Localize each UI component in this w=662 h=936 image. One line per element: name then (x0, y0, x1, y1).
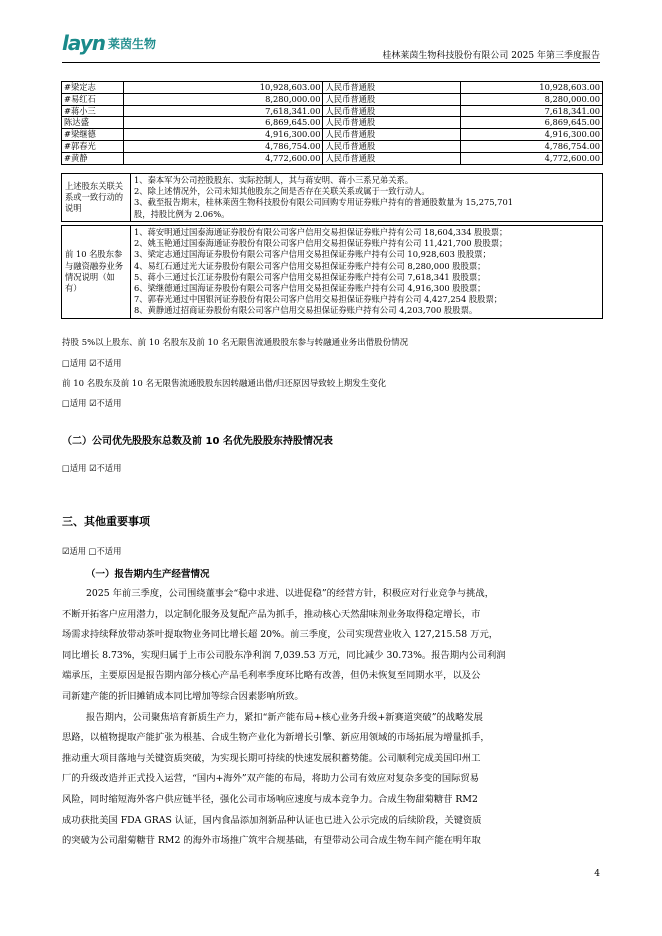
shares-held-cell: 4,772,600.00 (123, 152, 323, 164)
note-line: 1、蒋安明通过国泰海通证券股份有限公司客户信用交易担保证券账户持有公司 18,604,334 股股票； (134, 227, 508, 237)
other-matters-heading: 三、其他重要事项 (62, 515, 150, 528)
share-type-cell: 人民币普通股 (323, 152, 461, 164)
share-type-cell: 人民币普通股 (323, 140, 461, 152)
shares-held-cell: 8,280,000.00 (123, 93, 323, 105)
report-header-title: 桂林莱茵生物科技股份有限公司 2025 年第三季度报告 (382, 51, 600, 61)
share-type-quantity-cell: 6,869,645.00 (461, 117, 603, 129)
applicability-checkbox[interactable]: ☑适用 □不适用 (62, 546, 122, 556)
company-logo (62, 30, 156, 56)
share-type-quantity-cell: 4,786,754.00 (461, 140, 603, 152)
body-line: 同比增长 8.73%，实现归属于上市公司股东净利润 7,039.53 万元，同比减少 30.73%。报告期内公司利润 (62, 649, 506, 661)
margin-note-label: 前 10 名股东参与融资融券业务情况说明（如有） (62, 226, 131, 319)
note-line: 股，持股比例为 2.06%。 (134, 208, 230, 219)
shareholder-name-cell: #蒋小三 (62, 105, 124, 117)
related-note-content (131, 174, 603, 222)
table-row (62, 129, 603, 141)
share-type-quantity-cell: 4,772,600.00 (461, 152, 603, 164)
share-type-quantity-cell: 8,280,000.00 (461, 93, 603, 105)
body-line: 不断开拓客户应用潜力，以定制化服务及复配产品为抓手，推动核心天然甜味剂业务取得稳定增长，市 (62, 608, 481, 620)
table-row (62, 140, 603, 152)
shareholder-name-cell: 陈达盛 (62, 117, 124, 129)
shareholder-name-cell: #梁定志 (62, 82, 124, 94)
related-note-label: 上述股东关联关系或一致行动的说明 (62, 174, 131, 222)
shares-held-cell: 7,618,341.00 (123, 105, 323, 117)
body-line: 场需求持续释放带动茶叶提取物业务同比增长超 20%。前三季度，公司实现营业收入 127,215.58 万元， (62, 629, 499, 641)
shareholder-name-cell: #黄静 (62, 152, 124, 164)
note-line: 3、截至报告期末，桂林莱茵生物科技股份有限公司回购专用证券账户持有的普通股数量为 15,275,701 (134, 197, 514, 208)
header-divider (62, 62, 600, 63)
lending-change-statement: 前 10 名股东及前 10 名无限售流通股股东因转融通出借/归还原因导致较上期发生变化 (62, 379, 387, 389)
share-type-cell: 人民币普通股 (323, 117, 461, 129)
securities-lending-statement: 持股 5%以上股东、前 10 名股东及前 10 名无限售流通股股东参与转融通业务出借股份情况 (62, 338, 409, 348)
body-line: 思路，以植物提取产能扩张为根基、合成生物产业化为新增长引擎、新应用领域的市场拓展为增量抓手， (62, 732, 490, 744)
shares-held-cell: 4,786,754.00 (123, 140, 323, 152)
note-line: 7、郭春光通过中国银河证券股份有限公司客户信用交易担保证券账户持有公司 4,427,254 股股票； (134, 294, 503, 305)
body-line: 成功获批美国 FDA GRAS 认证，国内食品添加剂新品种认证也已进入公示完成的后续阶段，关键资质 (62, 814, 482, 826)
shares-held-cell: 6,869,645.00 (123, 117, 323, 129)
operations-body (62, 584, 602, 852)
note-line: 6、梁继德通过国海证券股份有限公司客户信用交易担保证券账户持有公司 4,916,300 股股票； (134, 283, 486, 294)
body-line: 报告期内，公司聚焦培育新质生产力，紧扣“新产能布局+核心业务升级+新赛道突破”的战略发展 (86, 711, 483, 723)
share-type-cell: 人民币普通股 (323, 105, 461, 117)
table-row (62, 105, 603, 117)
share-type-cell: 人民币普通股 (323, 82, 461, 94)
margin-trading-note-table (61, 225, 603, 319)
note-line: 4、易红石通过光大证券股份有限公司客户信用交易担保证券账户持有公司 8,280,000 股股票； (134, 260, 486, 271)
shareholder-table (61, 81, 603, 165)
note-line: 1、秦本军为公司控股股东、实际控制人，其与蒋安明、蒋小三系兄弟关系。 (134, 175, 414, 185)
note-line: 2、除上述情况外，公司未知其他股东之间是否存在关联关系或属于一致行动人。 (134, 186, 430, 197)
body-line: 2025 年前三季度，公司围绕董事会“稳中求进、以进促稳”的经营方针，积极应对行业竞争与挑战， (86, 588, 494, 599)
table-row (62, 117, 603, 129)
share-type-cell: 人民币普通股 (323, 93, 461, 105)
table-row (62, 93, 603, 105)
operations-subheading: （一）报告期内生产经营情况 (86, 569, 210, 580)
share-type-quantity-cell: 7,618,341.00 (461, 105, 603, 117)
table-row (62, 82, 603, 94)
logo-mark: layn (62, 31, 106, 55)
shareholder-name-cell: #郭春光 (62, 140, 124, 152)
shareholder-name-cell: #易红石 (62, 93, 124, 105)
body-line: 端承压，主要原因是报告期内部分核心产品毛利率季度环比略有改善，但仍未恢复至同期水平，以及公 (62, 670, 481, 682)
applicability-checkbox[interactable]: □适用 ☑不适用 (62, 398, 122, 408)
margin-note-content (131, 226, 603, 319)
note-line: 3、梁定志通过国海证券股份有限公司客户信用交易担保证券账户持有公司 10,928,603 股股票； (134, 249, 491, 260)
note-line: 8、黄静通过招商证券股份有限公司客户信用交易担保证券账户持有公司 4,203,700 股股票。 (134, 305, 478, 316)
shares-held-cell: 4,916,300.00 (123, 129, 323, 141)
shareholder-name-cell: #梁继德 (62, 129, 124, 141)
body-line: 厂的升级改造并正式投入运营，“国内+海外”双产能的布局，将助力公司有效应对复杂多变的国际贸易 (62, 773, 480, 785)
related-parties-note-table (61, 173, 603, 222)
body-line: 风险，同时缩短海外客户供应链半径，强化公司市场响应速度与成本竞争力。合成生物甜菊糖苷 RM2 (62, 793, 478, 805)
body-line: 的突破为公司甜菊糖苷 RM2 的海外市场推广筑牢合规基础，有望带动公司合成生物车间产能在明年取 (62, 835, 481, 847)
body-line: 推动重大项目落地与关键资质突破，为实现长期可持续的快速发展积蓄势能。公司顺利完成美国印州工 (62, 752, 481, 764)
note-line: 2、姚玉艳通过国泰海通证券股份有限公司客户信用交易担保证券账户持有公司 11,421,700 股股票； (134, 238, 508, 249)
share-type-quantity-cell: 10,928,603.00 (461, 82, 603, 94)
page-number: 4 (594, 869, 600, 879)
preferred-shareholders-heading: （二）公司优先股股东总数及前 10 名优先股股东持股情况表 (62, 436, 333, 447)
logo-chinese-name: 莱茵生物 (108, 36, 157, 51)
shares-held-cell: 10,928,603.00 (123, 82, 323, 94)
applicability-checkbox[interactable]: □适用 ☑不适用 (62, 463, 122, 473)
note-line: 5、蒋小三通过长江证券股份有限公司客户信用交易担保证券账户持有公司 7,618,341 股股票； (134, 271, 486, 282)
table-row (62, 152, 603, 164)
share-type-quantity-cell: 4,916,300.00 (461, 129, 603, 141)
share-type-cell: 人民币普通股 (323, 129, 461, 141)
body-line: 司新建产能的折旧摊销成本同比增加等综合因素影响所致。 (62, 690, 304, 702)
applicability-checkbox[interactable]: □适用 ☑不适用 (62, 358, 122, 368)
